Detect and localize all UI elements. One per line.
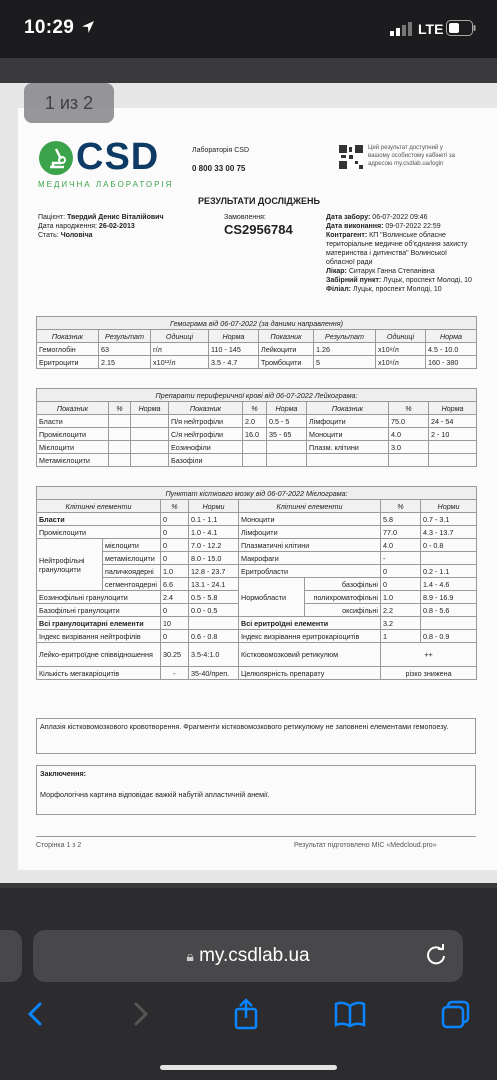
home-indicator[interactable] <box>160 1065 337 1070</box>
qr-code-icon <box>338 144 364 170</box>
footer-source: Результат підготовлено МІС «Medcloud.pro» <box>294 842 437 849</box>
conclusion-box <box>36 765 476 815</box>
header-cell: Норми <box>421 500 477 513</box>
table-cell <box>267 454 307 467</box>
label: Забірний пункт: <box>326 277 382 284</box>
table-cell: Норма <box>267 402 307 415</box>
birth-date: 26-02-2013 <box>98 223 135 230</box>
table-cell <box>307 454 389 467</box>
table-cell: 75.0 <box>389 415 429 428</box>
label: Стать: <box>38 232 59 239</box>
table-cell <box>243 454 267 467</box>
table-row <box>37 441 477 454</box>
table-cell: Еритроцити <box>37 356 99 369</box>
table-cell: Плазм. клітини <box>307 441 389 454</box>
table-cell: Результат <box>99 330 151 343</box>
table-cell <box>243 441 267 454</box>
conclusion-text: Морфологічна картина відповідає важкій набутій апластичній анемії. <box>40 790 270 799</box>
table-cell: Показник <box>37 330 99 343</box>
table-cell: Одиниці <box>376 330 426 343</box>
table-cell: Мієлоцити <box>37 441 109 454</box>
table-cell: Показник <box>259 330 314 343</box>
table-cell <box>429 441 477 454</box>
conclusion-label: Заключення: <box>40 769 87 778</box>
table-row: Бласти 0 0.1 - 1.1 Моноцити 5.8 0.7 - 3.1 <box>37 513 477 526</box>
qr-note: Цей результат доступний у вашому особистому кабінеті за адресою my.csdlab.ua/login <box>368 145 456 167</box>
table-cell: 0.5 - 5 <box>267 415 307 428</box>
doctor: Ситарук Ганна Степанівна <box>348 268 435 275</box>
neutrophil-group-label: Нейтрофільні гранулоцити <box>37 539 103 591</box>
sex: Чоловіча <box>60 232 93 239</box>
table-cell <box>131 454 169 467</box>
label: Дата народження: <box>38 223 97 230</box>
label: Філіал: <box>326 286 351 293</box>
table-cell: Базофіли <box>169 454 243 467</box>
myelogram-table <box>36 486 477 680</box>
footer-page: Сторінка 1 з 2 <box>36 842 82 849</box>
table-row: Всі гранулоцитарні елементи 10 Всі еритроїдні елементи 3.2 <box>37 617 477 630</box>
microscope-logo-icon <box>38 140 74 176</box>
footer-divider <box>36 836 476 837</box>
table-header-row <box>37 330 477 343</box>
label: Контрагент: <box>326 232 368 239</box>
table-cell: % <box>109 402 131 415</box>
patient-name: Твердий Денис Віталійович <box>67 214 164 221</box>
table-cell: Норма <box>426 330 477 343</box>
table-caption: Препарати периферичної крові від 06-07-2022 Лейкограма: <box>37 389 477 402</box>
table-cell: Показник <box>37 402 109 415</box>
table-cell <box>109 454 131 467</box>
table-cell: Метамієлоцити <box>37 454 109 467</box>
label: Дата виконання: <box>326 223 384 230</box>
table-row: Індекс визрівання нейтрофілів 0 0.6 - 0.8 Індекс визрівання еритрокаріоцитів 1 0.8 - 0.9 <box>37 630 477 643</box>
url-text[interactable] <box>33 930 463 982</box>
table-cell: x10⁹/л <box>376 343 426 356</box>
table-row: Базофільні гранулоцити 0 0.0 - 0.5 оксифільні 2.2 0.8 - 5.6 <box>37 604 477 617</box>
table-cell: г/л <box>151 343 209 356</box>
table-cell: Еозинофіли <box>169 441 243 454</box>
table-cell: % <box>243 402 267 415</box>
label: Лікар: <box>326 268 347 275</box>
table-cell: Промієлоцити <box>37 428 109 441</box>
table-header-row <box>37 402 477 415</box>
location-arrow-icon <box>80 19 96 35</box>
table-row: сегментоядерні 6.6 13.1 - 24.1 Нормобласти базофільні 0 1.4 - 4.6 <box>37 578 477 591</box>
table-cell: 160 - 380 <box>426 356 477 369</box>
table-cell: Показник <box>307 402 389 415</box>
table-cell: Норма <box>209 330 259 343</box>
table-cell: 3.5 - 4.7 <box>209 356 259 369</box>
table-cell: 3.0 <box>389 441 429 454</box>
lab-subtitle: МЕДИЧНА ЛАБОРАТОРІЯ <box>38 180 174 189</box>
table-row: Промієлоцити 0 1.0 - 4.1 Лімфоцити 77.0 4.3 - 13.7 <box>37 526 477 539</box>
reload-icon[interactable] <box>425 944 447 966</box>
share-icon[interactable] <box>226 998 266 1030</box>
table-cell: 4.0 <box>389 428 429 441</box>
table-cell: x10⁹/л <box>376 356 426 369</box>
header-cell: Норми <box>189 500 239 513</box>
table-cell: П/я нейтрофіли <box>169 415 243 428</box>
table-cell: 24 - 54 <box>429 415 477 428</box>
table-cell <box>267 441 307 454</box>
table-row: Кількість мегакаріоцитів - 35-40/преп. Целюлярність препарату різко знижена <box>37 667 477 680</box>
table-cell <box>109 415 131 428</box>
previous-tab-peek[interactable] <box>0 930 22 982</box>
normoblast-label: Нормобласти <box>239 578 305 617</box>
table-cell: 4.5 - 10.0 <box>426 343 477 356</box>
table-cell: 2 - 10 <box>429 428 477 441</box>
bookmarks-icon[interactable] <box>330 998 370 1030</box>
table-row <box>37 415 477 428</box>
table-cell: Лімфоцити <box>307 415 389 428</box>
status-bar <box>0 0 497 58</box>
table-cell <box>389 454 429 467</box>
order-number: CS2956784 <box>224 222 293 237</box>
table-cell: 1.26 <box>314 343 376 356</box>
signal-icon <box>390 22 412 36</box>
table-cell: Показник <box>169 402 243 415</box>
browser-toolbar <box>0 888 497 1080</box>
status-time: 10:29 <box>24 17 75 38</box>
table-row: Еозинофільні гранулоцити 2.4 0.5 - 5.8 полихроматофільні 1.0 8.9 - 16.9 <box>37 591 477 604</box>
table-row: Нейтрофільні гранулоцити мієлоцити 0 7.0 - 12.2 Плазматичні клітини 4.0 0 - 0.8 <box>37 539 477 552</box>
table-cell: 63 <box>99 343 151 356</box>
table-cell: Норма <box>131 402 169 415</box>
table-cell: Лейкоцити <box>259 343 314 356</box>
label: Дата забору: <box>326 214 371 221</box>
header-cell: Клітинні елементи <box>37 500 161 513</box>
table-cell: 110 - 145 <box>209 343 259 356</box>
lab-name-line: Лабораторія CSD <box>192 147 250 154</box>
document-page[interactable] <box>18 108 497 870</box>
table-row <box>37 454 477 467</box>
network-label: LTE <box>418 21 444 37</box>
table-cell: 35 - 65 <box>267 428 307 441</box>
table-cell: Результат <box>314 330 376 343</box>
label: Пацієнт: <box>38 214 66 221</box>
table-cell <box>131 415 169 428</box>
url-value: my.csdlab.ua <box>199 945 310 966</box>
table-cell: Одиниці <box>151 330 209 343</box>
table-row <box>37 343 477 356</box>
table-cell <box>109 428 131 441</box>
table-row <box>37 356 477 369</box>
table-row: паличкоядерні 1.0 12.8 - 23.7 Еритробласти 0 0.2 - 1.1 <box>37 565 477 578</box>
table-cell: % <box>389 402 429 415</box>
report-title: РЕЗУЛЬТАТИ ДОСЛІДЖЕНЬ <box>198 196 320 206</box>
hemogram-table <box>36 316 477 369</box>
address-bar[interactable] <box>33 930 463 982</box>
page-counter: 1 из 2 <box>24 83 114 123</box>
order-details <box>326 213 476 294</box>
table-cell: 16.0 <box>243 428 267 441</box>
table-cell <box>131 428 169 441</box>
header-cell: % <box>381 500 421 513</box>
table-cell: 2.15 <box>99 356 151 369</box>
header-cell: % <box>161 500 189 513</box>
lab-phone: 0 800 33 00 75 <box>192 164 246 173</box>
branch: Луцьк, проспект Молоді, 10 <box>352 286 442 293</box>
lock-icon: 🔒︎ <box>186 948 194 964</box>
leukogram-table <box>36 388 477 467</box>
forward-icon[interactable] <box>120 998 160 1030</box>
back-icon[interactable] <box>20 998 60 1030</box>
table-caption: Пунктат кістковго мозку від 06-07-2022 Мієлограма: <box>37 487 477 500</box>
table-cell <box>131 441 169 454</box>
collection-point: Луцьк, проспект Молоді, 10 <box>383 277 472 284</box>
table-cell: 2.0 <box>243 415 267 428</box>
take-date: 06-07-2022 09:46 <box>372 214 428 221</box>
tabs-icon[interactable] <box>436 998 476 1030</box>
note-box <box>36 718 476 754</box>
contractor: КП "Волинське обласне територіальне медичне об'єднання захисту материнства і дитинства" Волинської обласної ради <box>326 232 468 266</box>
lab-logo-text: CSD <box>76 136 160 178</box>
table-cell: Гемоглобін <box>37 343 99 356</box>
table-row: Лейко-еритроїдне співвідношення 30.25 3.5-4:1.0 Кістковомозковий ретикулюм ++ <box>37 643 477 667</box>
table-cell: Норма <box>429 402 477 415</box>
table-cell <box>429 454 477 467</box>
patient-info <box>38 213 228 240</box>
table-cell: С/я нейтрофіли <box>169 428 243 441</box>
note-text: Аплазія кістковомозкового кровотворення. Фрагменти кістковомозкового ретикулюму не заповнені елементами гемопоезу. <box>40 722 449 731</box>
table-cell: Моноцити <box>307 428 389 441</box>
header-cell: Клітинні елементи <box>239 500 381 513</box>
battery-icon <box>446 20 476 36</box>
table-row <box>37 428 477 441</box>
table-cell: x10¹²/л <box>151 356 209 369</box>
table-caption: Гемограма від 06-07-2022 (за даними направлення) <box>37 317 477 330</box>
done-date: 09-07-2022 22:59 <box>385 223 441 230</box>
table-row: метамієлоцити 0 8.0 - 15.0 Макрофаги - <box>37 552 477 565</box>
order-label: Замовлення: <box>224 214 266 221</box>
table-cell <box>109 441 131 454</box>
table-cell: Тромбоцити <box>259 356 314 369</box>
table-cell: 5 <box>314 356 376 369</box>
table-cell: Бласти <box>37 415 109 428</box>
